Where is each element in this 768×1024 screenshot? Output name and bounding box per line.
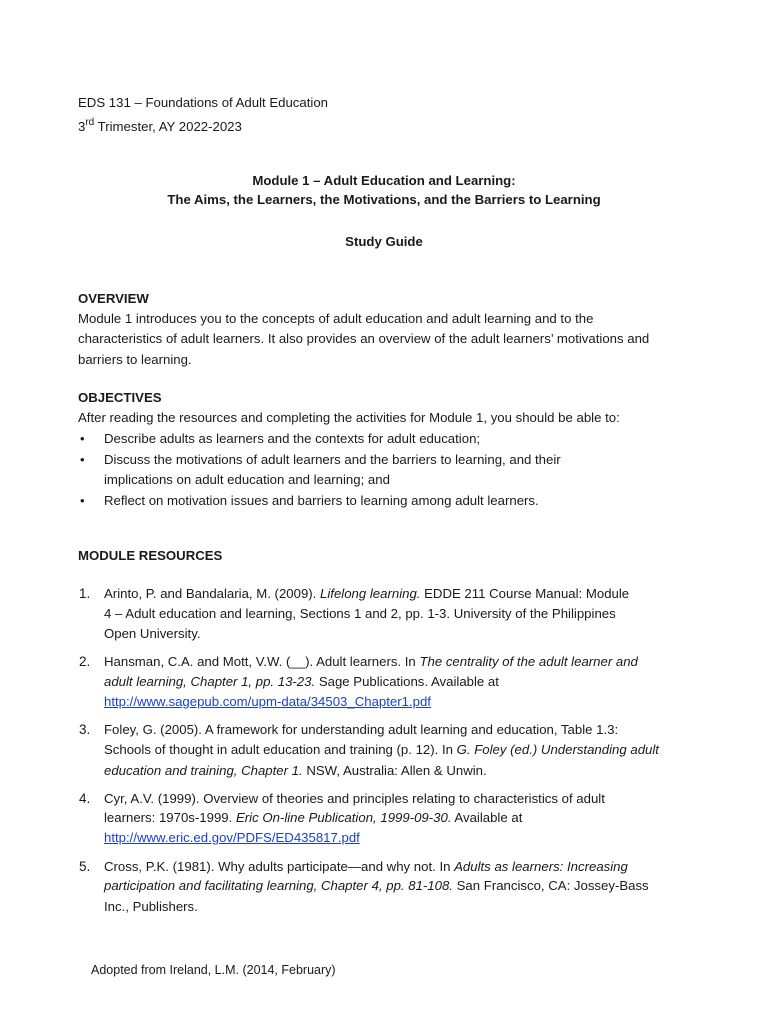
bullet-icon: •: [80, 452, 85, 467]
term-line: [78, 117, 242, 137]
resource-line: Inc., Publishers.: [104, 899, 198, 914]
resource-number: 1.: [79, 586, 91, 601]
resource-line: participation and facilitating learning, Chapter 4, pp. 81-108. San Francisco, CA: Jossey-Bass: [104, 878, 649, 893]
resource-line: Cross, P.K. (1981). Why adults participate—and why not. In Adults as learners: Increasing: [104, 859, 628, 874]
objective-text: Discuss the motivations of adult learners and the barriers to learning, and their: [104, 452, 561, 467]
objective-text: Reflect on motivation issues and barriers to learning among adult learners.: [104, 493, 539, 508]
resource-line: adult learning, Chapter 1, pp. 13-23. Sage Publications. Available at: [104, 674, 499, 689]
resource-number: 5.: [79, 859, 91, 874]
resource-number: 4.: [79, 791, 91, 806]
term-rest: Trimester, AY 2022-2023: [94, 119, 242, 134]
resource-line: Schools of thought in adult education and training (p. 12). In G. Foley (ed.) Understanding adult: [104, 742, 659, 757]
module-title: Module 1 – Adult Education and Learning:: [252, 173, 516, 188]
resource-number: 2.: [79, 654, 91, 669]
footer-attribution: Adopted from Ireland, L.M. (2014, February): [91, 963, 336, 977]
resources-heading: MODULE RESOURCES: [78, 548, 223, 563]
objective-item: [0, 450, 768, 470]
module-subtitle: The Aims, the Learners, the Motivations, and the Barriers to Learning: [167, 192, 601, 207]
resource-line: learners: 1970s-1999. Eric On-line Publication, 1999-09-30. Available at: [104, 810, 523, 825]
resource-item-4: [0, 789, 768, 851]
overview-heading: OVERVIEW: [78, 291, 149, 306]
objectives-intro: After reading the resources and completing the activities for Module 1, you should be able to:: [78, 410, 620, 425]
resource-line: Cyr, A.V. (1999). Overview of theories and principles relating to characteristics of adult: [104, 791, 605, 806]
resource-item-2: [0, 652, 768, 714]
resource-line: 4 – Adult education and learning, Sections 1 and 2, pp. 1-3. University of the Philippines: [104, 606, 616, 621]
objective-text-continued: implications on adult education and learning; and: [104, 472, 390, 487]
eric-link[interactable]: http://www.eric.ed.gov/PDFS/ED435817.pdf: [104, 830, 360, 845]
objective-item: [0, 429, 768, 449]
bullet-icon: •: [80, 431, 85, 446]
resource-line: Open University.: [104, 626, 201, 641]
term-suffix: rd: [85, 116, 95, 128]
resource-item-1: [0, 584, 768, 646]
resource-item-3: [0, 720, 768, 782]
objective-text: Describe adults as learners and the contexts for adult education;: [104, 431, 481, 446]
resource-line: education and training, Chapter 1. NSW, Australia: Allen & Unwin.: [104, 763, 487, 778]
sagepub-link[interactable]: http://www.sagepub.com/upm-data/34503_Chapter1.pdf: [104, 694, 431, 709]
resource-line: Arinto, P. and Bandalaria, M. (2009). Lifelong learning. EDDE 211 Course Manual: Module: [104, 586, 630, 601]
study-guide-label: Study Guide: [345, 234, 423, 249]
objective-item: [0, 491, 768, 511]
term-number: 3: [78, 119, 86, 134]
overview-line: Module 1 introduces you to the concepts of adult education and adult learning and to the: [78, 311, 594, 326]
resource-item-5: [0, 857, 768, 919]
overview-line: characteristics of adult learners. It also provides an overview of the adult learners’ motivations and: [78, 331, 650, 346]
bullet-icon: •: [80, 493, 85, 508]
resource-line: Hansman, C.A. and Mott, V.W. (__). Adult learners. In The centrality of the adult learner and: [104, 654, 638, 669]
overview-line: barriers to learning.: [78, 352, 192, 367]
objectives-heading: OBJECTIVES: [78, 390, 162, 405]
resource-number: 3.: [79, 722, 91, 737]
resource-line: Foley, G. (2005). A framework for understanding adult learning and education, Table 1.3:: [104, 722, 619, 737]
course-title: EDS 131 – Foundations of Adult Education: [78, 95, 329, 110]
